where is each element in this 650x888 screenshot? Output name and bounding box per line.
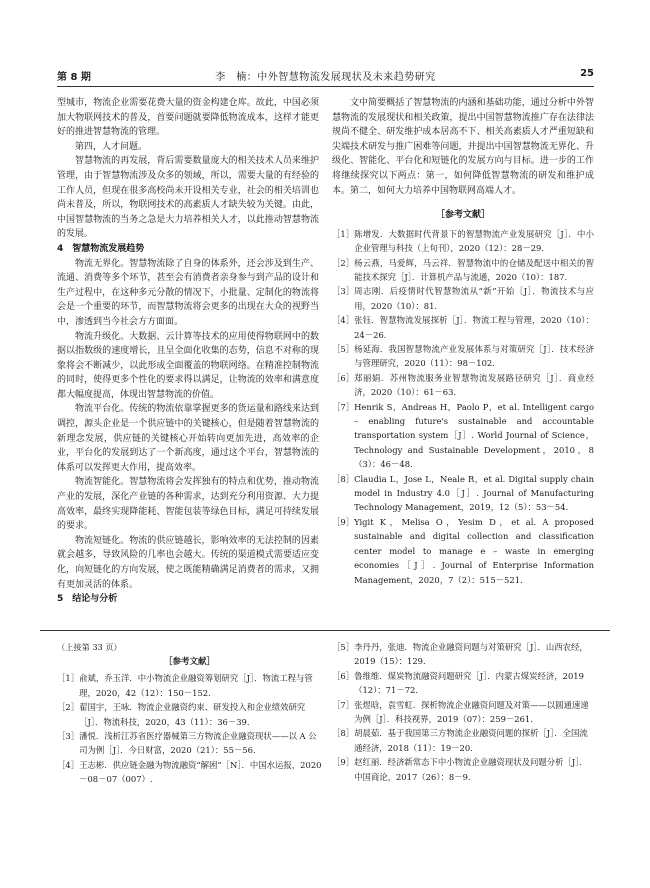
reference-item	[332, 726, 594, 755]
reference-text: Henrik S，Andreas H，Paolo P，et al. Intelligent cargo – enabling future's sustainable and accountable transportation system［J］. World Journal of Science，Technology and Sustainable Development，2010，8（3）：46－48.	[354, 401, 594, 470]
reference-number: ［4］	[332, 315, 355, 326]
reference-list	[332, 640, 594, 784]
reference-text: 鲁维维．煤炭物流融资问题研究［J］．内蒙古煤炭经济，2019（12）：71－72.	[354, 670, 584, 696]
reference-text: 赵红丽．经济新常态下中小物流企业融资现状及问题分析［J］．中国商论，2017（26）：8－9.	[354, 757, 588, 782]
continued-note: （上接第 33 页）	[57, 642, 122, 652]
references-heading: ［参考文献］	[163, 657, 215, 668]
article-divider	[40, 630, 610, 631]
reference-item	[332, 227, 594, 256]
reference-item	[57, 671, 322, 700]
reference-number: ［6］	[332, 670, 355, 681]
reference-text: 杨延海．我国智慧物流产业发展体系与对策研究［J］．技术经济与管理研究，2020（11）：98－102.	[354, 344, 594, 369]
reference-text: 胡晨茹．基于我国第三方物流企业融资问题的探析［J］．全国流通经济，2018（11）：19－20.	[354, 728, 588, 753]
reference-number: ［8］	[332, 473, 355, 484]
reference-item	[332, 313, 594, 342]
paragraph: 物流平台化。传统的物流依靠掌握更多的货运量和路线来达到调控，源头企业是一个供应链中的关键核心，但是随着智慧物流的新理念发展，供应链的关键核心开始转向更加先进，高效率的企业，平台化的发展到达了一个新高度，通过这个平台，智慧物流的体系可以发挥更大作用，提高效率。	[57, 404, 319, 473]
reference-item	[332, 371, 594, 400]
reference-item	[57, 758, 322, 787]
reference-item	[332, 284, 594, 313]
reference-number: ［8］	[332, 728, 355, 739]
issue-number: 第 8 期	[57, 72, 91, 83]
reference-number: ［3］	[57, 731, 80, 742]
reference-text: Claudia L，Jose L，Neale R，et al. Digital supply chain model in Industry 4.0［J］. Journal of Manufacturing Technology Management，2019，12（5）：53－54.	[354, 473, 594, 513]
section-heading: 4 智慧物流发展趋势	[57, 243, 145, 254]
paragraph: 物流无界化。智慧物流除了自身的体系外，还会涉及到生产、流通、消费等多个环节，甚至会有消费者亲身参与到产品的设计和生产过程中，在这种多元分散的情况下，小批量、定制化的物流将会是一个重要的环节，而智慧物流将会更多的出现在大众的视野当中，渗透到当今社会方方面面。	[57, 258, 319, 327]
reference-number: ［2］	[332, 257, 355, 268]
paragraph: 物流升级化。大数据、云计算等技术的应用使得物联网中的数据以指数级的速度增长，且呈全面化收集的态势，信息不对称的现象将会不断减少，以此形成全面覆盖的物联网络。在精准控制物流的同时，使得更多个性化的要求得以满足，让物流的效率和满意度都大幅度提高，体现出智慧物流的价值。	[57, 331, 319, 400]
reference-number: ［5］	[332, 344, 355, 354]
reference-item	[332, 472, 594, 515]
reference-text: 潘悦．浅析江苏省医疗器械第三方物流企业融资现状——以 A 公司为例［J］．今日财富，2020（21）：55－56.	[79, 731, 317, 756]
reference-number: ［1］	[57, 673, 80, 684]
reference-item	[332, 640, 594, 669]
reference-list	[57, 671, 322, 786]
reference-number: ［9］	[332, 757, 355, 768]
reference-text: 杨云燕，马爱辉，马云祥．智慧物流中的仓储及配送中相关的智能技术探究［J］．计算机产品与流通，2020（10）：187.	[354, 257, 594, 282]
reference-number: ［3］	[332, 286, 355, 297]
reference-number: ［7］	[332, 401, 355, 412]
paragraph: 型城市，物流企业需要花费大量的资金构建仓库。故此，中国必须加大物联网技术的普及，首要问题就要降低物流成本，这样才能更好的推进智慧物流的管理。	[57, 98, 319, 138]
reference-number: ［6］	[332, 372, 355, 383]
reference-number: ［7］	[332, 699, 355, 710]
section-heading: 5 结论与分析	[57, 594, 118, 605]
reference-text: 李丹丹，张迪．物流企业融资问题与对策研究［J］．山西农经，2019（15）：129.	[354, 642, 588, 667]
reference-number: ［2］	[57, 702, 80, 713]
reference-text: 翟国宇，王咏．物流企业融资约束、研发投入和企业绩效研究［J］．物流科技，2020，43（11）：36－39.	[79, 702, 306, 727]
paragraph: 物流智能化。智慧物流将会发挥独有的特点和优势，推动物流产业的发展，深化产业链的各种需求，达到充分利用资源、大力提高效率，最终实现降能耗、智能包装等绿色目标，满足可持续发展的要求。	[57, 477, 319, 532]
paragraph: 文中简要概括了智慧物流的内涵和基础功能，通过分析中外智慧物流的发展现状和相关政策，提出中国智慧物流推广存在法律法规尚不健全、研发维护成本居高不下、相关高素质人才严重短缺和尖端技术研发与推广困难等问题，并提出中国智慧物流无界化、升级化、智能化、平台化和短链化的发展方向与目标。进一步的工作将继续探究以下两点：第一，如何降低智慧物流的研发和维护成本。第二，如何大力培养中国物联网高端人才。	[332, 98, 594, 196]
reference-number: ［4］	[57, 759, 80, 770]
reference-list	[332, 227, 594, 587]
continued-references-right	[332, 640, 594, 784]
reference-item	[332, 669, 594, 698]
references-heading: ［参考文献］	[435, 210, 490, 221]
header-divider	[57, 86, 594, 87]
reference-item	[57, 729, 322, 758]
reference-text: 王志彬．供应链金融为物流融资“解困”［N］．中国水运报，2020－08－07（007）.	[79, 759, 322, 785]
reference-text: 周志刚．后疫情时代智慧物流从“新”开始［J］．物流技术与应用，2020（10）：81.	[354, 286, 594, 311]
reference-text: 陈增发．大数据时代背景下的智慧物流产业发展研究［J］．中小企业管理与科技（上旬刊），2020（12）：28－29.	[354, 228, 594, 254]
reference-item	[57, 700, 322, 729]
continued-references-left	[57, 640, 322, 787]
reference-text: 俞斌，乔玉洋．中小物流企业融资筹划研究［J］．物流工程与管理，2020，42（12）：150－152.	[79, 673, 313, 698]
reference-item	[332, 256, 594, 285]
reference-item	[332, 515, 594, 587]
reference-text: 张钰．智慧物流发展探析［J］．物流工程与管理，2020（10）：24－26.	[354, 315, 594, 340]
page-number: 25	[580, 68, 594, 79]
page-header	[57, 68, 594, 86]
reference-text: 张煜晗，袁雪虹．探析物流企业融资问题及对策——以圆通速递为例［J］．科技视界，2019（07）：259－261.	[354, 699, 589, 725]
reference-text: Yigit K，Melisa O，Yesim D，et al. A proposed sustainable and digital collection and classification center model to manage e – waste in emerging economies［J］. Journal of Enterprise Information Management，2020，7（2）：515－521.	[354, 516, 594, 585]
right-column	[332, 96, 594, 587]
reference-number: ［5］	[332, 642, 355, 652]
reference-number: ［1］	[332, 228, 355, 239]
reference-item	[332, 400, 594, 472]
paragraph: 物流短链化。物流的供应链越长，影响效率的无法控制的因素就会越多，导致风险的几率也会越大。传统的渠道模式需要适应变化，向短链化的方向发展，使之既能精确满足消费者的需求，又拥有更加灵活的体系。	[57, 535, 319, 590]
paragraph: 智慧物流的再发展，背后需要数量庞大的相关技术人员来维护管理，由于智慧物流涉及众多的领域，所以，需要大量的有经验的工作人员，但现在很多高校尚未开设相关专业，社会的相关培训也尚未普及，所以，物联网技术的高素质人才缺失较为关键。由此，中国智慧物流的当务之急是大力培养相关人才，以此推动智慧物流的发展。	[57, 156, 319, 240]
running-title: 李 楠：中外智慧物流发展现状及未来趋势研究	[215, 72, 436, 83]
reference-item	[332, 698, 594, 727]
paragraph: 第四，人才问题。	[75, 141, 148, 152]
reference-item	[332, 755, 594, 784]
reference-number: ［9］	[332, 516, 355, 527]
reference-text: 郑丽娟．苏州物流服务业智慧物流发展路径研究［J］．商业经济，2020（10）：61－63.	[354, 372, 594, 398]
reference-item	[332, 342, 594, 371]
left-column	[57, 96, 319, 607]
